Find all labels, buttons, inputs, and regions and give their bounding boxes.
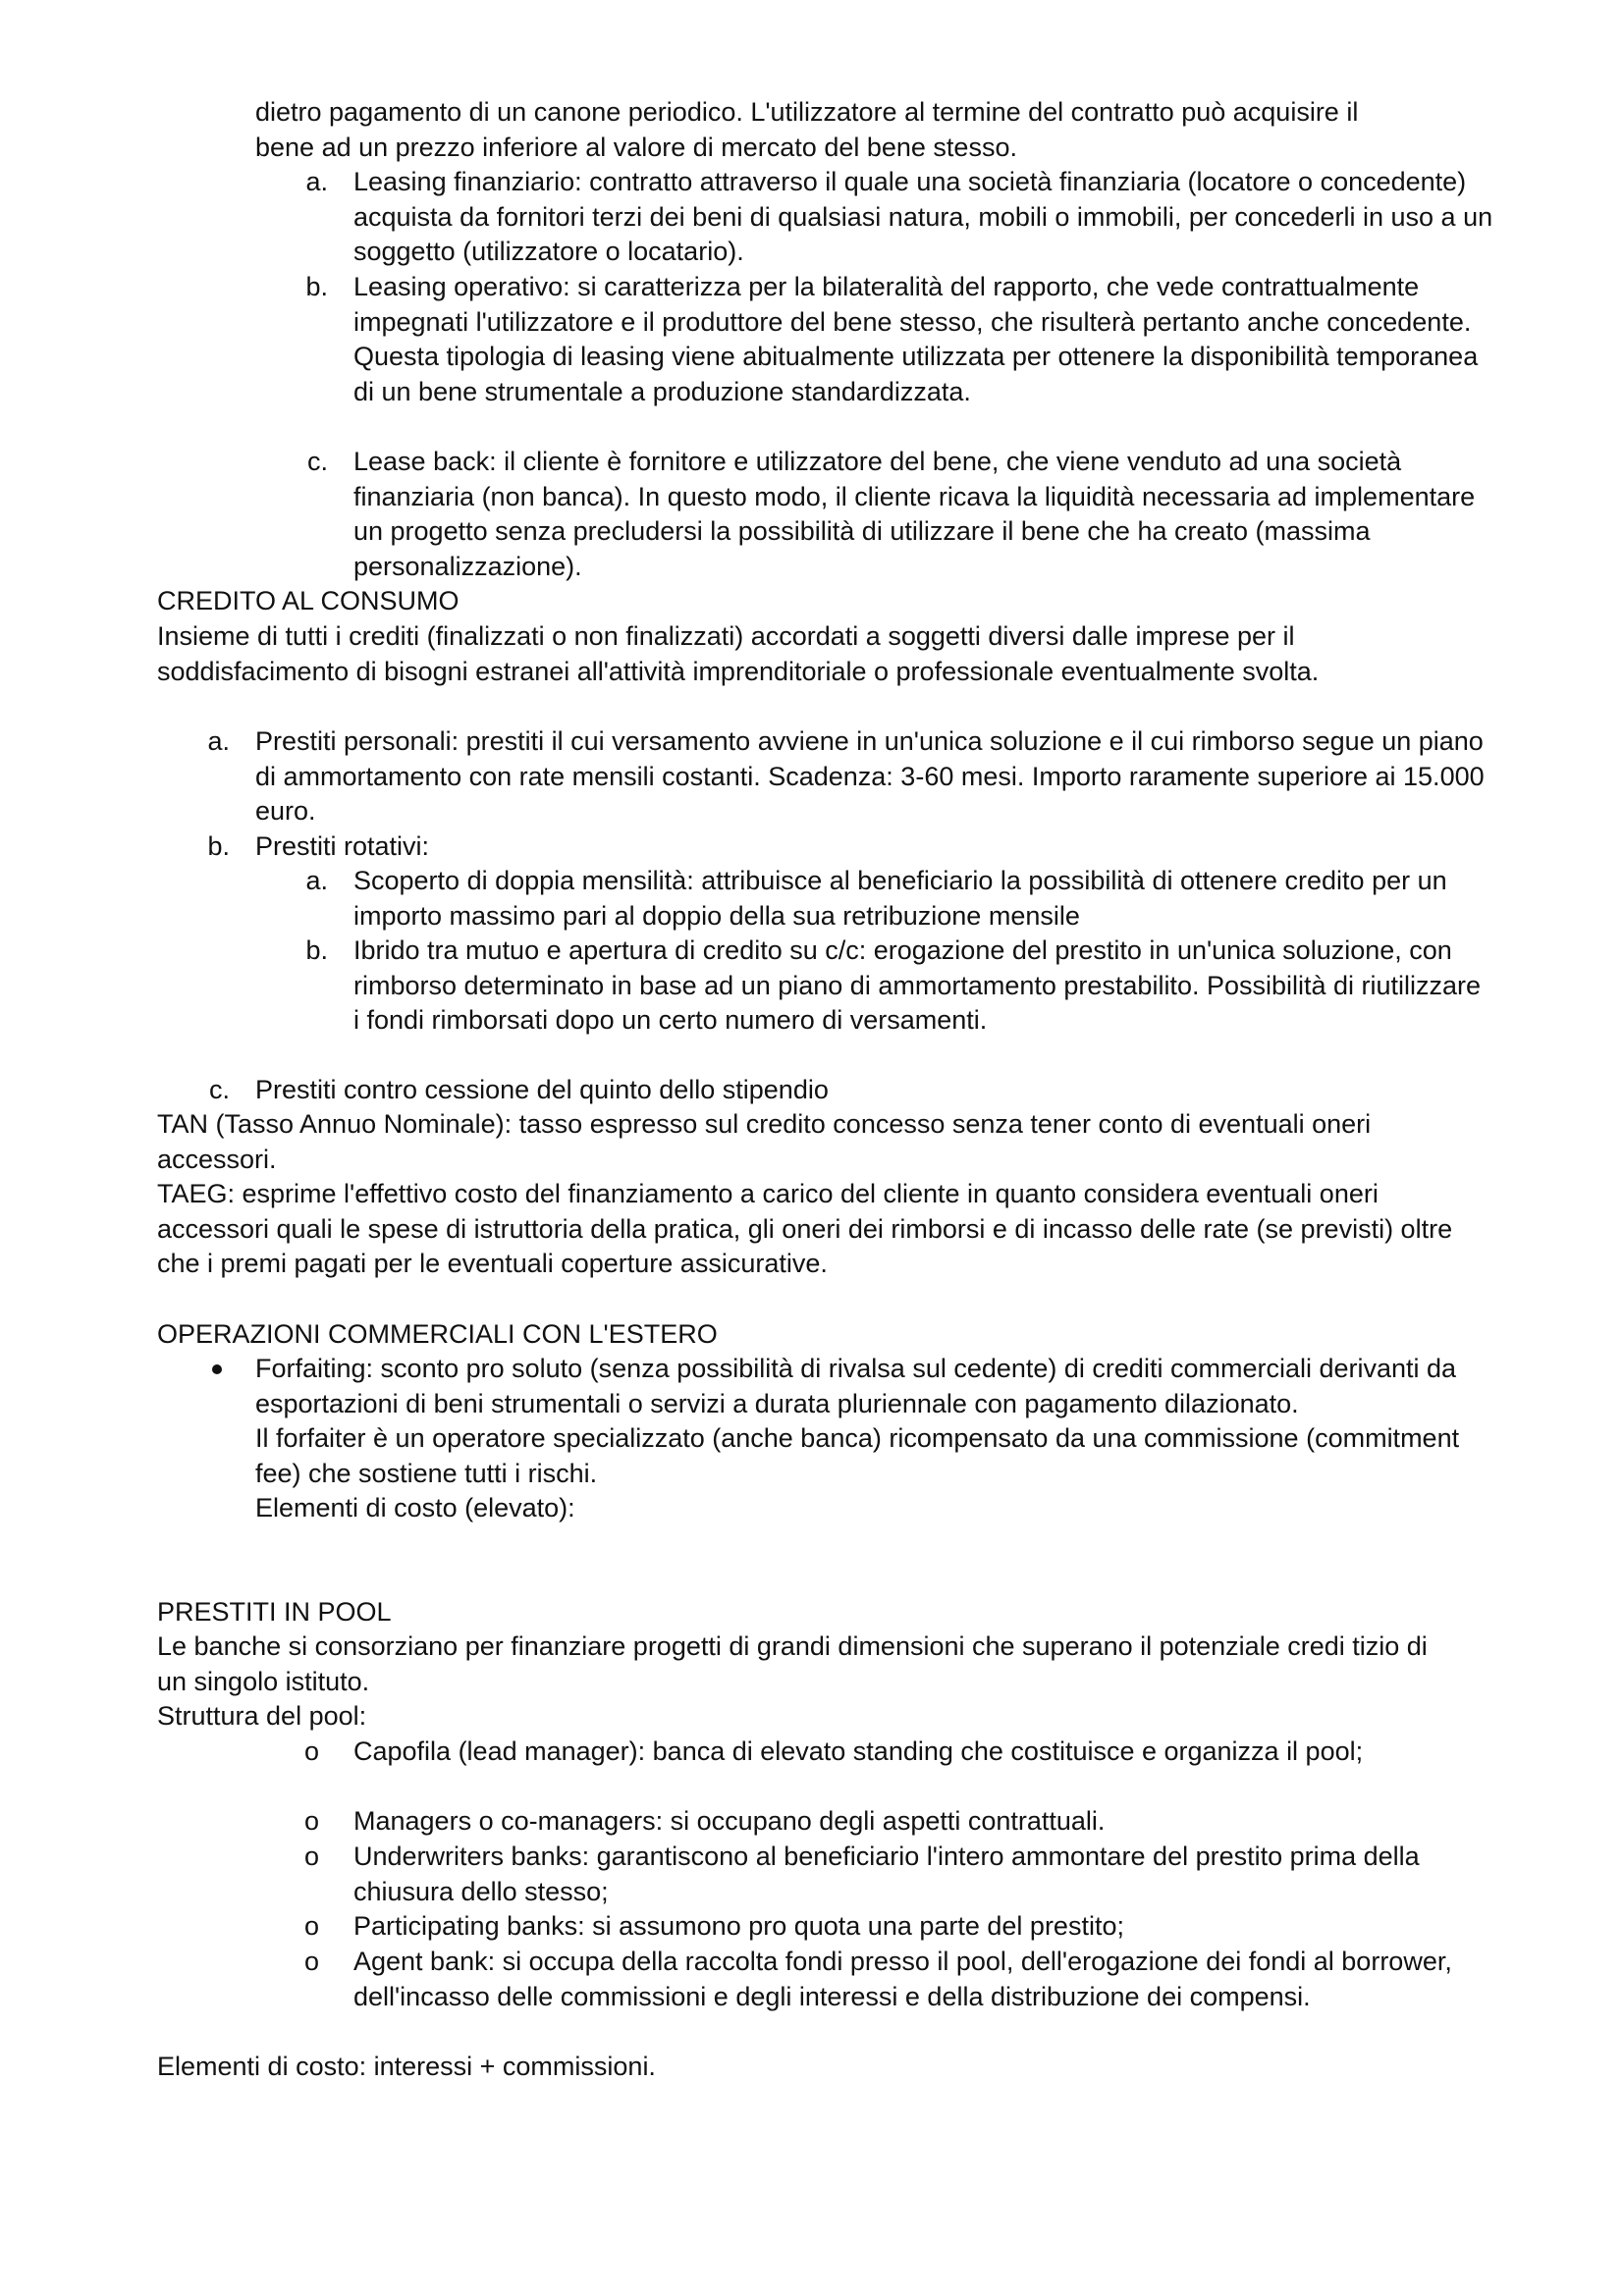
list-item-text: Underwriters banks: garantiscono al beneficiario l'intero ammontare del prestito prima della chiusura dello stesso; (353, 1842, 1420, 1906)
leasing-intro: dietro pagamento di un canone periodico. L'utilizzatore al termine del contratto può acquisire il bene ad un prezzo inferiore al valore di mercato del bene stesso. (255, 97, 1359, 162)
list-item-text: Forfaiting: sconto pro soluto (senza possibilità di rivalsa sul cedente) di crediti commerciali derivanti da esportazioni di beni strumentali o servizi a durata pluriennale con pagamento dilazionato. Il forfaiter è un operatore specializzato (anche banca) ricompensato da una commissione (commitment fee) che sostiene tutti i rischi. Elementi di costo (elevato): (255, 1352, 1492, 1526)
list-marker: o (304, 1736, 320, 1766)
pool-struttura-label: Struttura del pool: (157, 1701, 367, 1731)
taeg-definition: TAEG: esprime l'effettivo costo del finanziamento a carico del cliente in quanto considera eventuali oneri accessori quali le spese di istruttoria della pratica, gli oneri dei rimborsi e di incasso delle rate (se previsti) oltre che i premi pagati per le eventuali coperture assicurative. (157, 1179, 1453, 1278)
list-item-text: Agent bank: si occupa della raccolta fondi presso il pool, dell'erogazione dei fondi al borrower, dell'incasso delle commissioni e degli interessi e della distribuzione dei compensi. (353, 1947, 1452, 2011)
list-marker: b. (305, 272, 328, 301)
pool-intro: Le banche si consorziano per finanziare progetti di grandi dimensioni che superano il potenziale credi tizio di un singolo istituto. (157, 1631, 1428, 1696)
section-heading-credito: CREDITO AL CONSUMO (157, 586, 460, 615)
list-marker: a. (305, 866, 328, 895)
bullet-dot-icon (212, 1364, 222, 1374)
section-heading-estero: OPERAZIONI COMMERCIALI CON L'ESTERO (157, 1319, 718, 1349)
pool-costo-text: Elementi di costo: interessi + commissioni. (157, 2052, 656, 2081)
list-marker: a. (207, 726, 230, 756)
list-marker: o (304, 1911, 320, 1941)
list-marker: a. (305, 167, 328, 196)
forfaiter-text: Il forfaiter è un operatore specializzato (anche banca) ricompensato da una commissione (commitment fee) che sostiene tutti i rischi. (255, 1423, 1460, 1488)
list-item-text: Prestiti rotativi: (255, 831, 430, 861)
list-marker: b. (207, 831, 230, 861)
elementi-costo-text: Elementi di costo (elevato): (255, 1493, 575, 1522)
list-marker: o (304, 1947, 320, 1976)
list-item-text: Scoperto di doppia mensilità: attribuisce al beneficiario la possibilità di ottenere credito per un importo massimo pari al doppio della sua retribuzione mensile (353, 866, 1447, 931)
list-item-text: Managers o co-managers: si occupano degli aspetti contrattuali. (353, 1806, 1106, 1836)
list-item-text: Ibrido tra mutuo e apertura di credito su c/c: erogazione del prestito in un'unica soluzione, con rimborso determinato in base ad un piano di ammortamento prestabilito. Possibilità di riutilizzare i fondi rimborsati dopo un certo numero di versamenti. (353, 935, 1482, 1035)
list-item-text: Prestiti contro cessione del quinto dello stipendio (255, 1075, 829, 1104)
list-marker: b. (305, 935, 328, 965)
tan-definition: TAN (Tasso Annuo Nominale): tasso espresso sul credito concesso senza tener conto di eventuali oneri accessori. (157, 1109, 1372, 1174)
list-item-text: Participating banks: si assumono pro quota una parte del prestito; (353, 1911, 1124, 1941)
list-item-text: Leasing operativo: si caratterizza per la bilateralità del rapporto, che vede contrattualmente impegnati l'utilizzatore e il produttore del bene stesso, che risulterà pertanto anche concedente. Questa tipologia di leasing viene abitualmente utilizzata per ottenere la disponibilità temporanea di un bene strumentale a produzione standardizzata. (353, 272, 1479, 406)
list-marker: c. (208, 1075, 230, 1104)
list-item-text: Prestiti personali: prestiti il cui versamento avviene in un'unica soluzione e il cui rimborso segue un piano di ammortamento con rate mensili costanti. Scadenza: 3-60 mesi. Importo raramente superiore ai 15.000 euro. (255, 726, 1485, 826)
list-marker: o (304, 1842, 320, 1871)
list-marker: o (304, 1806, 320, 1836)
section-heading-pool: PRESTITI IN POOL (157, 1597, 392, 1627)
credito-intro: Insieme di tutti i crediti (finalizzati o non finalizzati) accordati a soggetti diversi dalle imprese per il soddisfacimento di bisogni estranei all'attività imprenditoriale o professionale eventualmente svolta. (157, 621, 1320, 686)
list-item-text: Leasing finanziario: contratto attraverso il quale una società finanziaria (locatore o concedente) acquista da fornitori terzi dei beni di qualsiasi natura, mobili o immobili, per concederli in uso a un soggetto (utilizzatore o locatario). (353, 167, 1493, 266)
list-item-text: Lease back: il cliente è fornitore e utilizzatore del bene, che viene venduto ad una società finanziaria (non banca). In questo modo, il cliente ricava la liquidità necessaria ad implementare un progetto senza precludersi la possibilità di utilizzare il bene che ha creato (massima personalizzazione). (353, 447, 1476, 581)
list-item-text: Capofila (lead manager): banca di elevato standing che costituisce e organizza il pool; (353, 1736, 1364, 1766)
list-marker: c. (306, 447, 328, 476)
